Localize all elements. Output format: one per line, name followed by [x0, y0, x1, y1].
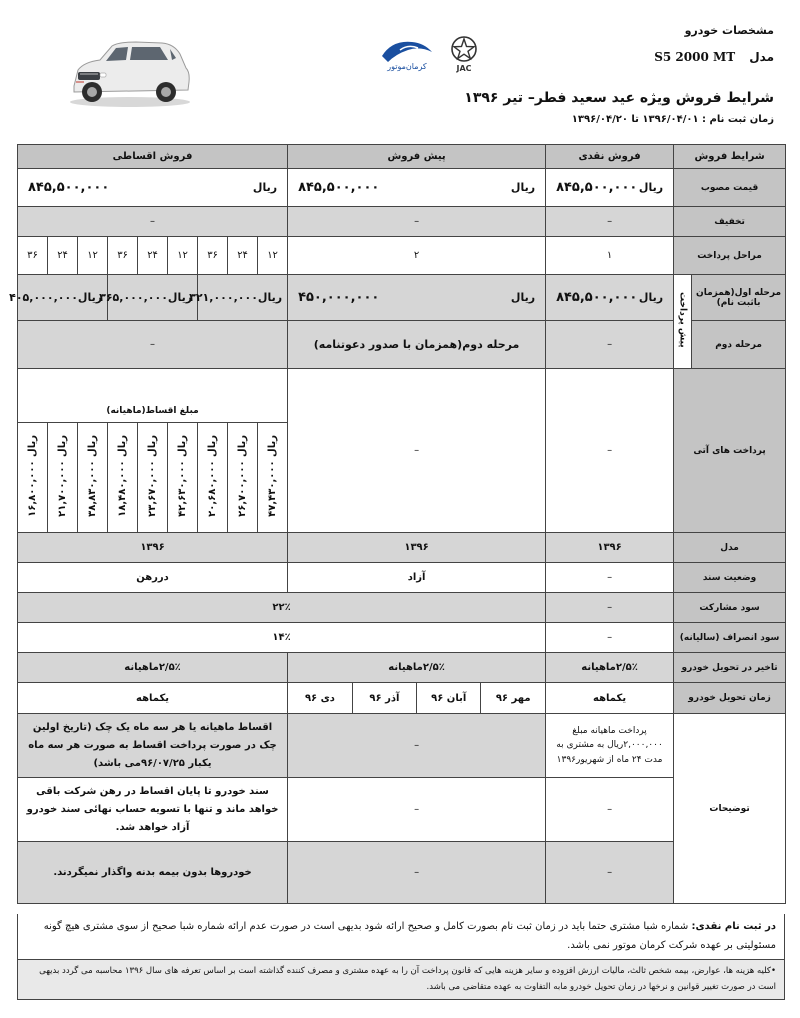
installment-months-3: ۳۶	[198, 237, 228, 275]
installment-second: –	[18, 321, 288, 369]
presale-stages: ۲	[288, 237, 546, 275]
monthly-cell-1	[258, 423, 288, 533]
presale-discount: –	[288, 207, 546, 237]
installment-first-1: ۳۲۱,۰۰۰,۰۰۰	[189, 291, 258, 304]
installment-months-6: ۳۶	[108, 237, 138, 275]
installment-first-12	[189, 275, 288, 321]
cash-reg-label: در ثبت نام نقدی:	[691, 921, 776, 932]
cash-doc-status: –	[546, 563, 674, 593]
rial-unit: ریال	[638, 181, 664, 194]
monthly-5: ریال ۲۳,۶۷۰,۰۰۰	[147, 435, 159, 517]
reg-from: ۱۳۹۶/۰۴/۰۱	[642, 114, 699, 125]
cash-price: ۸۴۵,۵۰۰,۰۰۰	[556, 180, 638, 195]
installment-first-24	[99, 275, 198, 321]
model-value: S5 2000 MT	[654, 50, 736, 64]
monthly-6: ریال ۱۸,۴۸۰,۰۰۰	[117, 435, 129, 517]
label-participation: سود مشارکت	[674, 593, 786, 623]
monthly-cell-5	[138, 423, 168, 533]
header-conditions: شرایط فروش	[674, 145, 786, 169]
presale-delivery-table	[288, 683, 545, 713]
header-cash: فروش نقدی	[546, 145, 674, 169]
monthly-8: ریال ۲۱,۷۰۰,۰۰۰	[57, 435, 69, 517]
label-delay: تاخیر در تحویل خودرو	[674, 653, 786, 683]
rial-unit: ریال	[510, 291, 536, 304]
monthly-9: ریال ۱۶,۸۰۰,۰۰۰	[27, 435, 39, 517]
cash-future: –	[546, 369, 674, 533]
cash-delay: ۲/۵٪ماهیانه	[546, 653, 674, 683]
installment-note-2: سند خودرو تا پایان اقساط در رهن شرکت باقی خواهد ماند و تنها با تسویه حساب نهائی سند خودرو آزاد خواهد شد.	[18, 778, 288, 842]
jac-logo	[438, 34, 490, 74]
presale-delivery-cell	[288, 683, 546, 714]
rial-unit: ریال	[257, 291, 283, 304]
cash-registration-note	[17, 914, 785, 960]
cash-second: –	[546, 321, 674, 369]
side-presale-tab	[674, 275, 692, 369]
monthly-cell-4	[168, 423, 198, 533]
cash-note-1: پرداخت ماهیانه مبلغ ۲,۰۰۰,۰۰۰ریال به مشتری به مدت ۲۴ ماه از شهریور۱۳۹۶	[546, 714, 674, 778]
delivery-month-3: آذر ۹۶	[352, 683, 416, 713]
cash-model: ۱۳۹۶	[546, 533, 674, 563]
installment-price: ۸۴۵,۵۰۰,۰۰۰	[28, 180, 110, 195]
cash-first: ۸۴۵,۵۰۰,۰۰۰	[556, 290, 638, 305]
cash-note-3: –	[546, 842, 674, 904]
monthly-cell-3	[198, 423, 228, 533]
installment-months-7: ۱۲	[78, 237, 108, 275]
rial-unit: ریال	[638, 291, 664, 304]
presale-price-cell	[288, 169, 546, 207]
monthly-4: ریال ۴۲,۶۳۰,۰۰۰	[177, 435, 189, 517]
presale-price: ۸۴۵,۵۰۰,۰۰۰	[298, 180, 380, 195]
label-discount: تخفیف	[674, 207, 786, 237]
rial-unit: ریال	[167, 291, 193, 304]
delivery-month-2: آبان ۹۶	[417, 683, 481, 713]
presale-note-2: –	[288, 778, 546, 842]
delivery-month-1: مهر ۹۶	[481, 683, 545, 713]
cash-price-cell	[546, 169, 674, 207]
reg-to-word: تا	[631, 114, 639, 125]
monthly-cell-2	[228, 423, 258, 533]
registration-period	[572, 114, 774, 125]
delivery-month-4: دی ۹۶	[304, 692, 335, 704]
presale-model: ۱۳۹۶	[288, 533, 546, 563]
installment-delivery: یکماهه	[18, 683, 288, 714]
cash-first-cell	[546, 275, 674, 321]
monthly-cell-9	[18, 423, 48, 533]
presale-penalty: ۱۴٪	[18, 623, 546, 653]
side-presale-label: پیش پرداخت	[677, 292, 688, 348]
cash-delivery: یکماهه	[546, 683, 674, 714]
car-image	[66, 36, 194, 108]
monthly-title: مبلغ اقساط(ماهیانه)	[18, 369, 288, 423]
cash-reg-text: شماره شبا مشتری حتما باید در زمان ثبت نام بصورت کامل و صحیح ارائه شود بدیهی است در صورت عدم ارائه شماره شبا صحیح از سوی مشتری هیچ گونه مسئولیتی بر عهده شرکت کرمان موتور نمی باشد.	[43, 921, 776, 951]
label-first-stage: مرحله اول(همزمان باثبت نام)	[692, 275, 786, 321]
presale-note-1: –	[288, 714, 546, 778]
reg-label: زمان ثبت نام :	[702, 114, 774, 125]
monthly-3: ریال ۲۰,۶۸۰,۰۰۰	[207, 435, 219, 517]
cash-penalty: –	[546, 623, 674, 653]
presale-first-cell	[288, 275, 546, 321]
document-header	[0, 0, 800, 140]
monthly-1: ریال ۴۷,۴۳۰,۰۰۰	[267, 435, 279, 517]
kerman-motor-logo	[378, 34, 436, 72]
installment-note-1: اقساط ماهیانه یا هر سه ماه یک چک (تاریخ اولین چک در صورت پرداخت اقساط به صورت هر سه ماه یکبار ۹۶/۰۷/۲۵می باشد)	[18, 714, 288, 778]
cash-participation: –	[546, 593, 674, 623]
model-row	[654, 50, 774, 64]
installment-model: ۱۳۹۶	[18, 533, 288, 563]
header-presale: پیش فروش	[288, 145, 546, 169]
label-notes: توضیحات	[674, 714, 786, 904]
installment-months-1: ۱۲	[258, 237, 288, 275]
header-installment: فروش اقساطی	[18, 145, 288, 169]
monthly-cell-7	[78, 423, 108, 533]
installment-first-3: ۴۰۵,۰۰۰,۰۰۰	[9, 291, 78, 304]
presale-first: ۴۵۰,۰۰۰,۰۰۰	[298, 290, 380, 305]
installment-price-cell	[18, 169, 288, 207]
installment-doc-status: دررهن	[18, 563, 288, 593]
model-label: مدل	[749, 50, 774, 64]
label-doc-status: وضعیت سند	[674, 563, 786, 593]
monthly-cell-8	[48, 423, 78, 533]
monthly-cell-6	[108, 423, 138, 533]
sales-conditions-table	[9, 144, 786, 904]
spec-title: مشخصات خودرو	[684, 24, 774, 37]
installment-months-2: ۲۴	[228, 237, 258, 275]
installment-months-5: ۲۴	[138, 237, 168, 275]
installment-months-8: ۲۴	[48, 237, 78, 275]
label-penalty: سود انصراف (سالیانه)	[674, 623, 786, 653]
label-delivery: زمان تحویل خودرو	[674, 683, 786, 714]
installment-discount: –	[18, 207, 288, 237]
label-future-payments: پرداخت های آتی	[674, 369, 786, 533]
sale-title: شرایط فروش ویژه عید سعید فطر– تیر ۱۳۹۶	[464, 90, 774, 106]
fees-note: •کلیه هزینه ها، عوارض، بیمه شخص ثالث، مالیات ارزش افزوده و سایر هزینه هایی که قانون پرداخت آن را به عهده مشتری و مصرف کننده گذاشته است بر اساس تعرفه های سال ۱۳۹۶ محاسبه می گردد بدیهی است در صورت تغییر قوانین و نرخها در زمان تحویل خودرو مابه التفاوت به عهده متقاضی می باشد.	[17, 960, 785, 1000]
presale-participation: ۲۲٪	[18, 593, 546, 623]
installment-first-36	[9, 275, 108, 321]
reg-to: ۱۳۹۶/۰۴/۲۰	[571, 114, 628, 125]
monthly-7: ریال ۳۸,۸۳۰,۰۰۰	[87, 435, 99, 517]
label-model: مدل	[674, 533, 786, 563]
presale-future: –	[288, 369, 546, 533]
presale-doc-status: آزاد	[288, 563, 546, 593]
rial-unit: ریال	[252, 181, 278, 194]
label-second-stage: مرحله دوم	[692, 321, 786, 369]
label-base-price: قیمت مصوب	[674, 169, 786, 207]
installment-first-2: ۳۶۵,۰۰۰,۰۰۰	[99, 291, 168, 304]
jac-logo-text: JAC	[456, 64, 472, 73]
installment-delay: ۲/۵٪ماهیانه	[18, 653, 288, 683]
cash-discount: –	[546, 207, 674, 237]
rial-unit: ریال	[77, 291, 103, 304]
label-payment-stages: مراحل پرداخت	[674, 237, 786, 275]
presale-second: مرحله دوم(همزمان با صدور دعوتنامه)	[288, 321, 546, 369]
presale-delay: ۲/۵٪ماهیانه	[288, 653, 546, 683]
rial-unit: ریال	[510, 181, 536, 194]
kerman-logo-text: کرمان‌موتور	[387, 62, 427, 71]
presale-note-3: –	[288, 842, 546, 904]
cash-stages: ۱	[546, 237, 674, 275]
monthly-2: ریال ۲۶,۷۰۰,۰۰۰	[237, 435, 249, 517]
installment-note-3: خودروها بدون بیمه بدنه واگذار نمیگردند.	[18, 842, 288, 904]
installment-months-9: ۳۶	[18, 237, 48, 275]
cash-note-2: –	[546, 778, 674, 842]
installment-months-4: ۱۲	[168, 237, 198, 275]
